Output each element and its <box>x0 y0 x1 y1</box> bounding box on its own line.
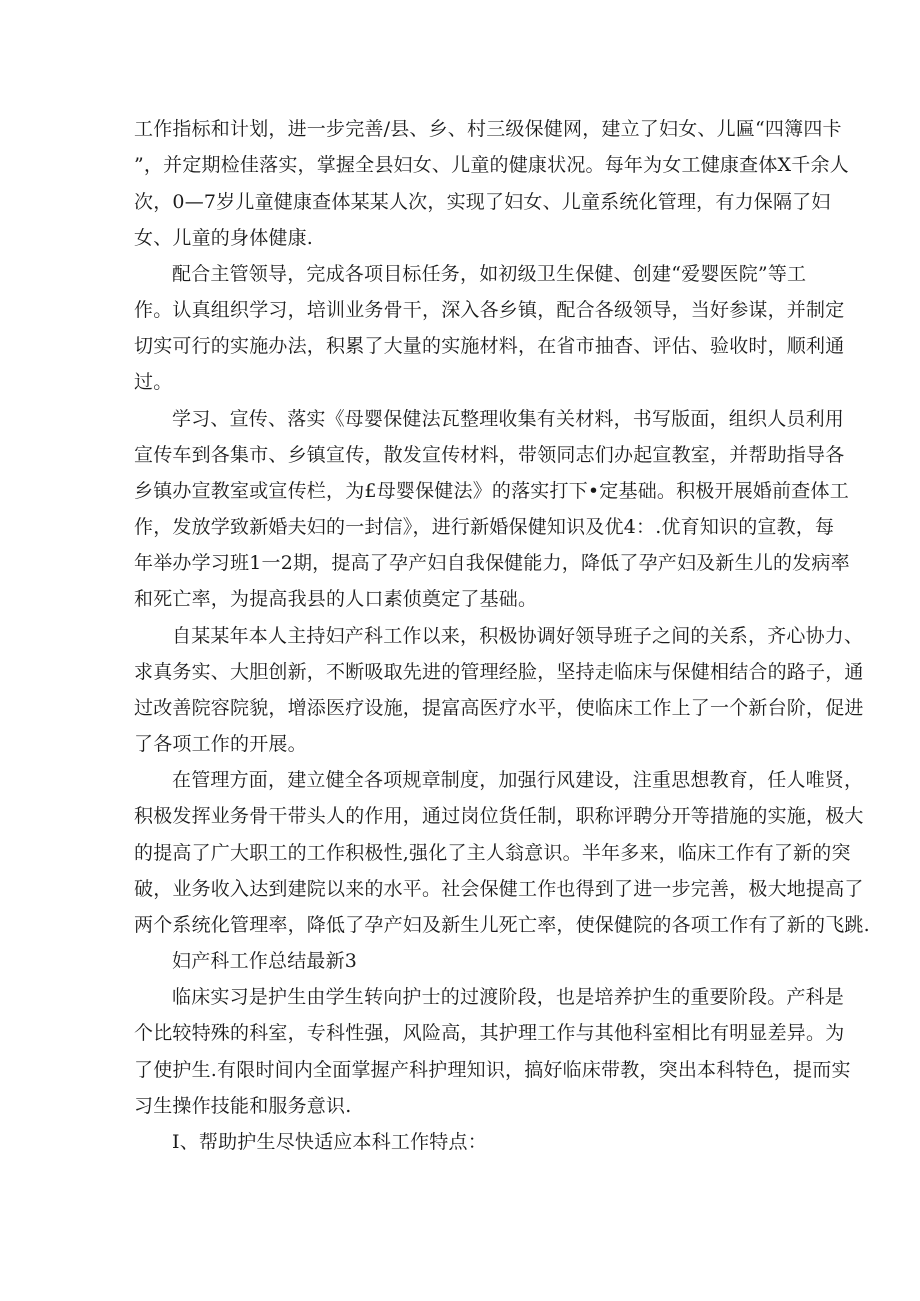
text-line: 了各项工作的开展。 <box>134 733 307 755</box>
text-line: 破，业务收入达到建院以来的水平。社会保健工作也得到了进一步完善，极大地提高了 <box>134 878 864 900</box>
section-heading: 妇产科工作总结最新3 <box>172 950 358 972</box>
text-line: 和死亡率，为提高我县的人口素侦奠定了基础。 <box>134 588 538 610</box>
text-line: 过改善院容院貌，增添医疗设施，提富高医疗水平，使临床工作上了一个新台阶，促进 <box>134 697 864 719</box>
text-line: 次，0—7岁儿童健康查体某某人次，实现了妇女、儿童系统化管理，有力保隔了妇 <box>134 191 831 213</box>
text-line: 工作指标和计划，进一步完善/县、乡、村三级保健网，建立了妇女、儿匾“四簿四卡 <box>134 118 842 140</box>
text-line: 过。 <box>134 371 173 393</box>
text-line: 了使护生.有限时间内全面掌握产科护理知识，搞好临床带教，突出本科特色，提而实 <box>134 1059 851 1081</box>
paragraph-first-line: 在管理方面，建立健全各项规章制度，加强行风建设，注重思想教育，任人唯贤， <box>172 769 864 791</box>
text-line: 切实可行的实施办法，积累了大量的实施材料，在省市抽杳、评估、验收时，顺利通 <box>134 335 845 357</box>
text-line: 习生操作技能和服务意识. <box>134 1095 352 1117</box>
text-line: 宣传车到各集市、乡镇宣传，散发宣传材料，带领同志们办起宣教室，并帮助指导各 <box>134 444 845 466</box>
text-line: 积极发挥业务骨干带头人的作用，通过岗位货任制，职称评聘分开等措施的实施，极大 <box>134 805 864 827</box>
text-line: 年举办学习班1一2期，提高了孕产妇自我保健能力，降低了孕产妇及新生儿的发病率 <box>134 552 850 574</box>
list-item-heading: I、帮助护生尽快适应本科工作特点： <box>172 1131 487 1153</box>
text-line: 个比较特殊的科室，专科性强，风险高，其护理工作与其他科室相比有明显差异。为 <box>134 1022 845 1044</box>
text-line: 作。认真组织学习，培训业务骨干，深入各乡镇，配合各级领导，当好参谋，并制定 <box>134 299 845 321</box>
paragraph-first-line: 自某某年本人主持妇产科工作以来，积极协调好领导班子之间的关系，齐心协力、 <box>172 625 864 647</box>
paragraph-first-line: 临床实习是护生由学生转向护士的过渡阶段，也是培养护生的重要阶段。产科是 <box>172 986 845 1008</box>
text-line: 求真务实、大胆创新，不断吸取先进的管理经脸，坚持走临床与保健相结合的路子，通 <box>134 661 864 683</box>
paragraph-first-line: 配合主管领导，完成各项目标任务，如初级卫生保健、创建“爱婴医院”等工 <box>172 263 807 285</box>
text-line: 两个系统化管理率，降低了孕产妇及新生儿死亡率，使保健院的各项工作有了新的飞跳. <box>134 914 870 936</box>
text-line: ”，并定期检佳落实，掌握全县妇女、儿童的健康状况。每年为女工健康查体X千余人 <box>134 154 849 176</box>
text-line: 作，发放学致新婚夫妇的一封信》，进行新婚保健知识及优4：.优育知识的宣教，每 <box>134 516 835 538</box>
paragraph-first-line: 学习、宣传、落实《母婴保健法瓦整理收集有关材料，书写版面，组织人员利用 <box>172 408 845 430</box>
text-line: 的提高了广大职工的工作积极性,强化了主人翁意识。半年多来，临床工作有了新的突 <box>134 842 851 864</box>
text-line: 女、儿童的身体健康. <box>134 227 314 249</box>
text-line: 乡镇办宣教室或宣传栏，为£母婴保健法》的落实打下•定基础。积极开展婚前查体工 <box>134 480 849 502</box>
